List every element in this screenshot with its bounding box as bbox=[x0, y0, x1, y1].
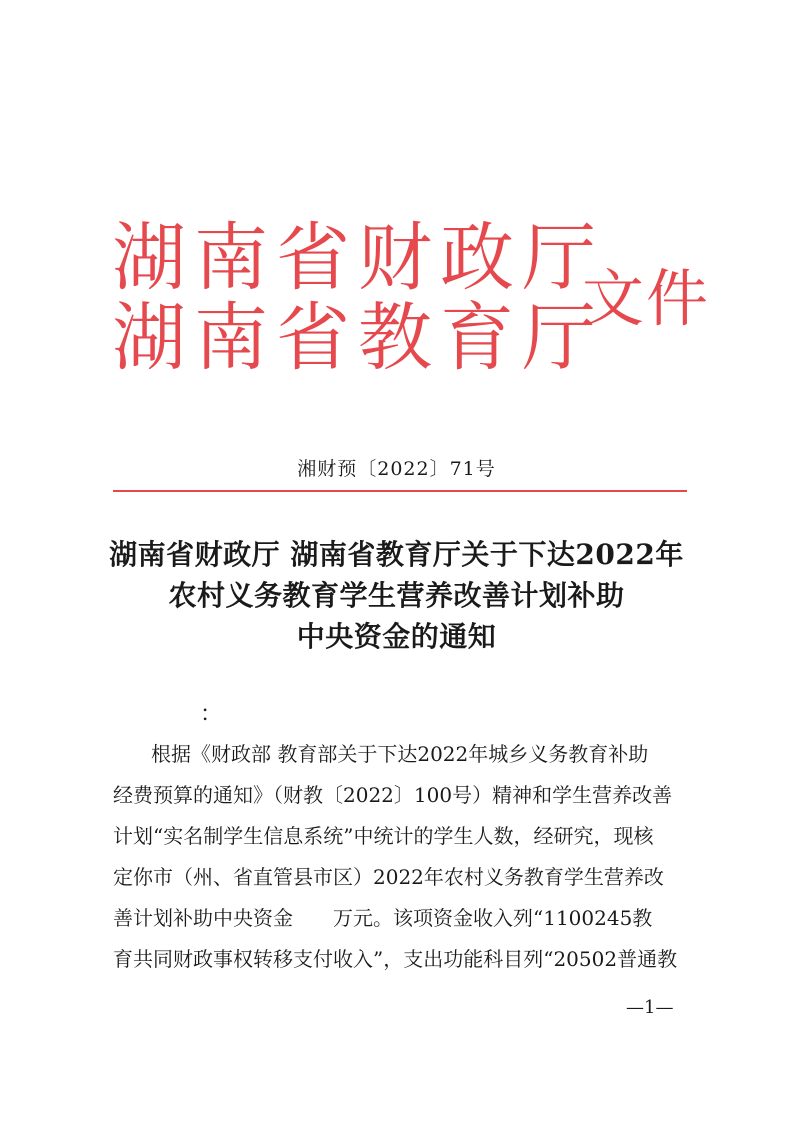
body-line: 根据《财政部 教育部关于下达2022年城乡义务教育补助 bbox=[151, 742, 649, 766]
body-line: 育共同财政事权转移支付收入”，支出功能科目列“20502普通教 bbox=[113, 947, 678, 971]
body-text bbox=[113, 734, 693, 980]
masthead-suffix: 文件 bbox=[582, 262, 711, 335]
body-line: 计划“实名制学生信息系统”中统计的学生人数，经研究，现核 bbox=[113, 824, 654, 848]
salutation: ： bbox=[200, 702, 223, 727]
page-number: —1— bbox=[626, 997, 674, 1018]
title-line: 农村义务教育学生营养改善计划补助 bbox=[168, 579, 625, 612]
body-line: 善计划补助中央资金 万元。该项资金收入列“1100245教 bbox=[113, 906, 653, 930]
document-title bbox=[90, 534, 703, 657]
masthead-line-education: 湖南省教育厅 bbox=[112, 295, 604, 381]
body-line: 经费预算的通知》（财教〔2022〕100号）精神和学生营养改善 bbox=[113, 783, 673, 807]
red-divider bbox=[113, 490, 687, 492]
body-line: 定你市（州、省直管县市区）2022年农村义务教育学生营养改 bbox=[113, 865, 664, 889]
masthead-line-finance: 湖南省财政厅 bbox=[112, 215, 604, 301]
red-masthead bbox=[112, 215, 712, 388]
title-line: 中央资金的通知 bbox=[296, 620, 497, 653]
document-number: 湘财预〔2022〕71号 bbox=[297, 458, 496, 480]
title-line: 湖南省财政厅 湖南省教育厅关于下达2022年 bbox=[109, 538, 684, 571]
